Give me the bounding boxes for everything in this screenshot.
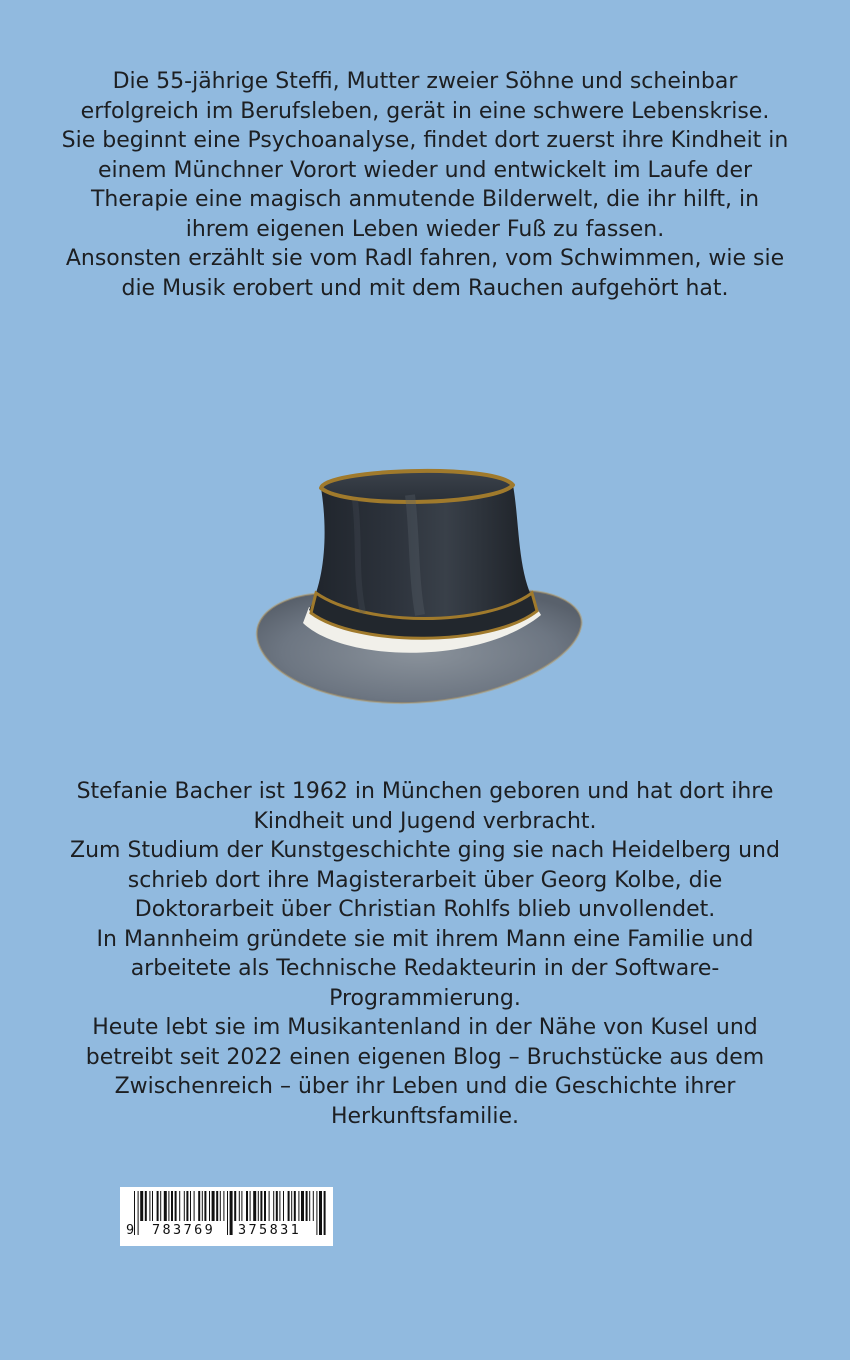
author-bio-paragraph: Stefanie Bacher ist 1962 in München geboren und hat dort ihre Kindheit und Jugend verbracht.	[76, 779, 774, 834]
barcode-bar	[168, 1191, 169, 1221]
barcode-bar	[291, 1191, 292, 1221]
barcode-bar	[279, 1191, 280, 1221]
barcode-bar	[264, 1191, 266, 1221]
synopsis-text	[60, 67, 790, 303]
barcode-bar	[283, 1191, 284, 1221]
isbn-prefix-digit: 9	[126, 1222, 135, 1238]
barcode-bar	[204, 1191, 206, 1221]
barcode-bar	[164, 1191, 167, 1221]
author-bio-paragraph: Zum Studium der Kunstgeschichte ging sie nach Heidelberg und schrieb dort ihre Magisterarbeit über Georg Kolbe, die Doktorarbeit über Christian Rohlfs blieb unvollendet.	[70, 838, 780, 922]
barcode-bar	[149, 1191, 150, 1221]
isbn-right-digits: 375831	[238, 1222, 302, 1238]
top-hat-illustration	[245, 455, 590, 705]
barcode-bar	[273, 1191, 274, 1221]
barcode-bar	[253, 1191, 256, 1221]
barcode-bar	[223, 1191, 224, 1221]
barcode-bar	[269, 1191, 270, 1221]
barcode-bar	[209, 1191, 210, 1221]
author-bio-paragraph: In Mannheim gründete sie mit ihrem Mann eine Familie und arbeitete als Technische Redakteurin in der Software-Programmierung.	[96, 926, 754, 1011]
barcode-bar	[220, 1191, 221, 1221]
barcode-bar	[246, 1191, 248, 1221]
barcode-bar	[157, 1191, 159, 1221]
barcode-bar	[212, 1191, 215, 1221]
synopsis-paragraph: Ansonsten erzählt sie vom Radl fahren, vom Schwimmen, wie sie die Musik erobert und mit dem Rauchen aufgehört hat.	[65, 246, 785, 301]
barcode-bar	[179, 1191, 180, 1221]
barcode-bar	[239, 1191, 240, 1221]
barcode-bar	[198, 1191, 200, 1221]
isbn-left-digits: 783769	[152, 1222, 216, 1238]
barcode-bar	[288, 1191, 290, 1221]
barcode-bar	[309, 1191, 310, 1221]
barcode-bar	[313, 1191, 314, 1221]
hat-top	[321, 471, 513, 502]
barcode-bar	[306, 1191, 308, 1221]
isbn-barcode	[120, 1187, 333, 1246]
synopsis-paragraph: Die 55-jährige Steffi, Mutter zweier Söhne und scheinbar erfolgreich im Berufsleben, gerät in eine schwere Lebenskrise.	[80, 69, 770, 124]
barcode-bar	[202, 1191, 203, 1221]
barcode-bar	[298, 1191, 299, 1221]
barcode-bar	[186, 1191, 188, 1221]
barcode-bar	[171, 1191, 173, 1221]
barcode-bar	[276, 1191, 278, 1221]
barcode-bar	[250, 1191, 251, 1221]
author-bio	[60, 777, 790, 1131]
barcode-bar	[175, 1191, 177, 1221]
barcode-bar	[241, 1191, 242, 1221]
barcode-bar	[190, 1191, 191, 1221]
synopsis-paragraph: Sie beginnt eine Psychoanalyse, findet dort zuerst ihre Kindheit in einem Münchner Vorort wieder und entwickelt im Laufe der Therapie eine magisch anmutende Bilderwelt, die ihr hilft, in ihrem eigenen Leben wieder Fuß zu fassen.	[61, 128, 789, 242]
barcode-bar	[152, 1191, 153, 1221]
barcode-bar	[216, 1191, 218, 1221]
barcode-bar	[234, 1191, 236, 1221]
barcode-bar	[140, 1191, 143, 1221]
author-bio-paragraph: Heute lebt sie im Musikantenland in der Nähe von Kusel und betreibt seit 2022 einen eigenen Blog – Bruchstücke aus dem Zwischenreich – über ihr Leben und die Geschichte ihrer Herkunftsfamilie.	[85, 1015, 765, 1129]
barcode-bar	[194, 1191, 195, 1221]
barcode-bar	[260, 1191, 262, 1221]
isbn-number	[120, 1222, 333, 1242]
barcode-bar	[160, 1191, 161, 1221]
barcode-bar	[145, 1191, 147, 1221]
barcode-bar	[258, 1191, 259, 1221]
barcode-bar	[301, 1191, 304, 1221]
barcode-bar	[184, 1191, 185, 1221]
barcode-bar	[294, 1191, 296, 1221]
